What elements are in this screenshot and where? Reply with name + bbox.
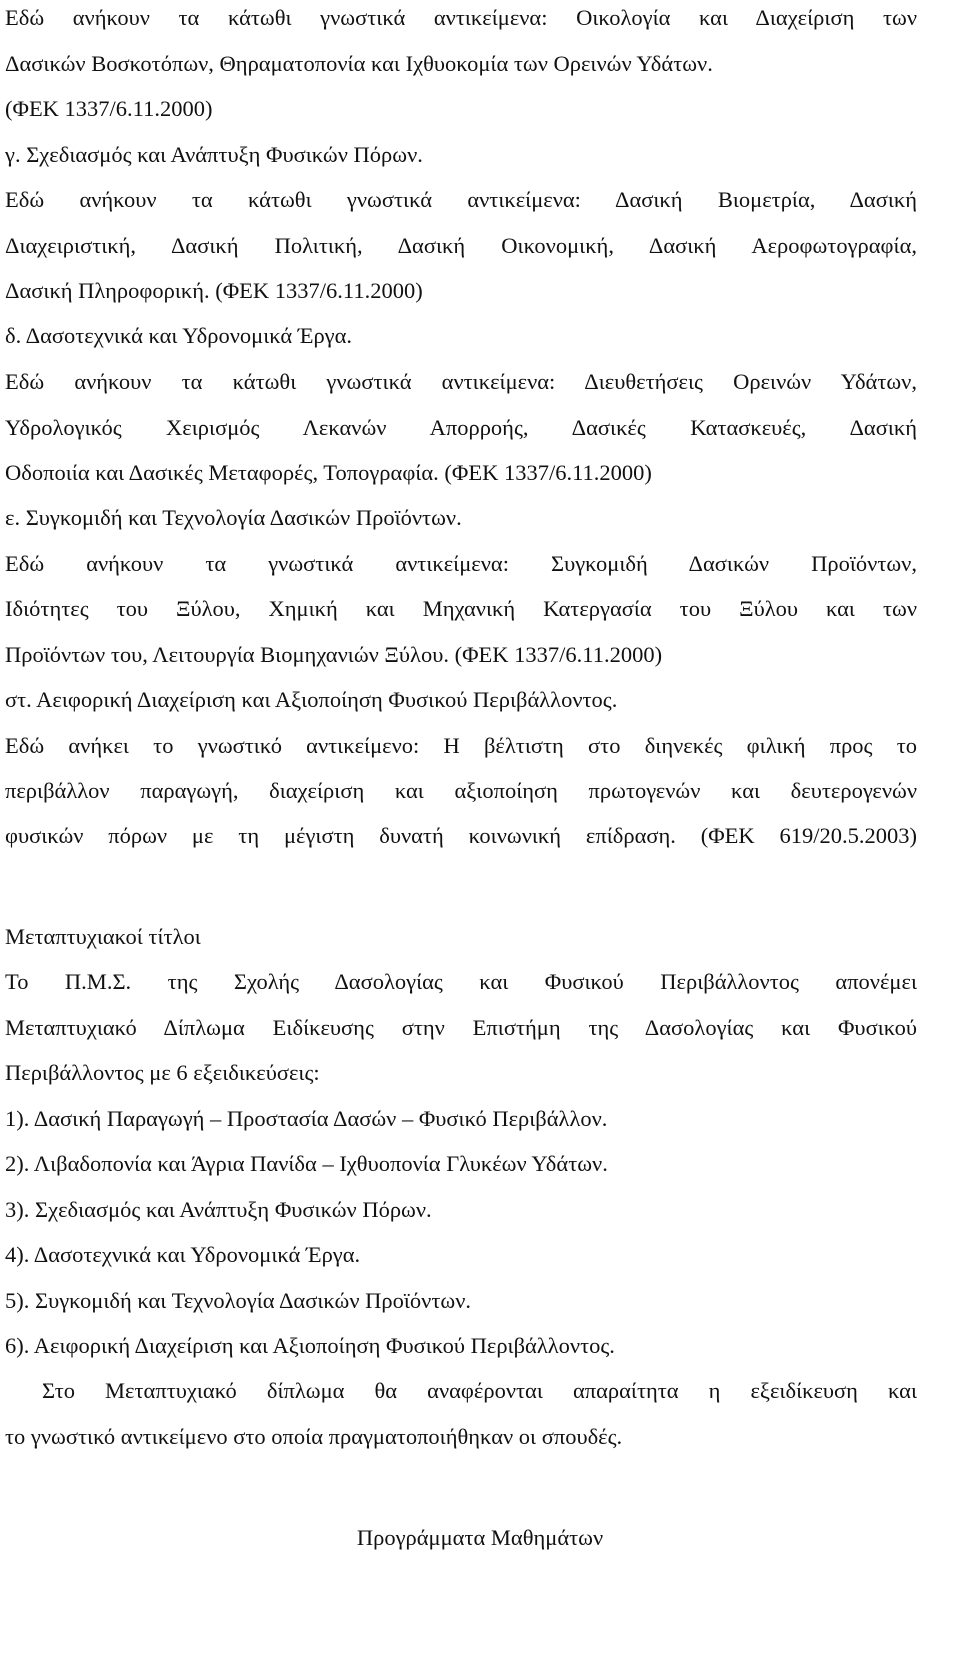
text-line: Υδρολογικός Χειρισμός Λεκανών Απορροής, Δασικές Κατασκευές, Δασική <box>5 415 917 440</box>
text-line: Οδοποιία και Δασικές Μεταφορές, Τοπογραφία. (ΦΕΚ 1337/6.11.2000) <box>5 460 652 485</box>
section-heading: γ. Σχεδιασμός και Ανάπτυξη Φυσικών Πόρων. <box>5 142 423 167</box>
text-line: Εδώ ανήκουν τα γνωστικά αντικείμενα: Συγκομιδή Δασικών Προϊόντων, <box>5 551 917 576</box>
text-line: Δασικών Βοσκοτόπων, Θηραματοπονία και Ιχθυοκομία των Ορεινών Υδάτων. <box>5 51 713 76</box>
text-line: περιβάλλον παραγωγή, διαχείριση και αξιοποίηση πρωτογενών και δευτερογενών <box>5 778 917 803</box>
section-heading: δ. Δασοτεχνικά και Υδρονομικά Έργα. <box>5 323 353 348</box>
text-line: Το Π.Μ.Σ. της Σχολής Δασολογίας και Φυσικού Περιβάλλοντος απονέμει <box>5 969 917 994</box>
list-item: 4). Δασοτεχνικά και Υδρονομικά Έργα. <box>5 1242 361 1267</box>
text-line: Διαχειριστική, Δασική Πολιτική, Δασική Οικονομική, Δασική Αεροφωτογραφία, <box>5 233 917 258</box>
text-line: Μεταπτυχιακό Δίπλωμα Ειδίκευσης στην Επιστήμη της Δασολογίας και Φυσικού <box>5 1015 917 1040</box>
text-line: Περιβάλλοντος με 6 εξειδικεύσεις: <box>5 1060 320 1085</box>
text-line: Εδώ ανήκουν τα κάτωθι γνωστικά αντικείμενα: Οικολογία και Διαχείριση των <box>5 5 917 30</box>
list-item: 3). Σχεδιασμός και Ανάπτυξη Φυσικών Πόρων. <box>5 1197 432 1222</box>
text-line: Εδώ ανήκουν τα κάτωθι γνωστικά αντικείμενα: Δασική Βιομετρία, Δασική <box>5 187 917 212</box>
text-line: φυσικών πόρων με τη μέγιστη δυνατή κοινωνική επίδραση. (ΦΕΚ 619/20.5.2003) <box>5 823 917 848</box>
text-line: Εδώ ανήκει το γνωστικό αντικείμενο: Η βέλτιστη στο διηνεκές φιλική προς το <box>5 733 917 758</box>
section-heading: στ. Αειφορική Διαχείριση και Αξιοποίηση Φυσικού Περιβάλλοντος. <box>5 687 618 712</box>
subsection-title: Μεταπτυχιακοί τίτλοι <box>5 924 201 949</box>
text-line: (ΦΕΚ 1337/6.11.2000) <box>5 96 213 121</box>
text-line: Δασική Πληροφορική. (ΦΕΚ 1337/6.11.2000) <box>5 278 423 303</box>
list-item: 6). Αειφορική Διαχείριση και Αξιοποίηση Φυσικού Περιβάλλοντος. <box>5 1333 615 1358</box>
text-line: Προϊόντων του, Λειτουργία Βιομηχανιών Ξύλου. (ΦΕΚ 1337/6.11.2000) <box>5 642 663 667</box>
list-item: 2). Λιβαδοπονία και Άγρια Πανίδα – Ιχθυοπονία Γλυκέων Υδάτων. <box>5 1151 608 1176</box>
text-line: Στο Μεταπτυχιακό δίπλωμα θα αναφέρονται απαραίτητα η εξειδίκευση και <box>42 1378 917 1403</box>
section-title: Προγράμματα Μαθημάτων <box>356 1525 604 1550</box>
section-heading: ε. Συγκομιδή και Τεχνολογία Δασικών Προϊόντων. <box>5 505 462 530</box>
list-item: 5). Συγκομιδή και Τεχνολογία Δασικών Προϊόντων. <box>5 1288 471 1313</box>
list-item: 1). Δασική Παραγωγή – Προστασία Δασών – Φυσικό Περιβάλλον. <box>5 1106 608 1131</box>
text-line: Ιδιότητες του Ξύλου, Χημική και Μηχανική Κατεργασία του Ξύλου και των <box>5 596 917 621</box>
text-line: το γνωστικό αντικείμενο στο οποία πραγματοποιήθηκαν οι σπουδές. <box>5 1424 623 1449</box>
text-line: Εδώ ανήκουν τα κάτωθι γνωστικά αντικείμενα: Διευθετήσεις Ορεινών Υδάτων, <box>5 369 917 394</box>
